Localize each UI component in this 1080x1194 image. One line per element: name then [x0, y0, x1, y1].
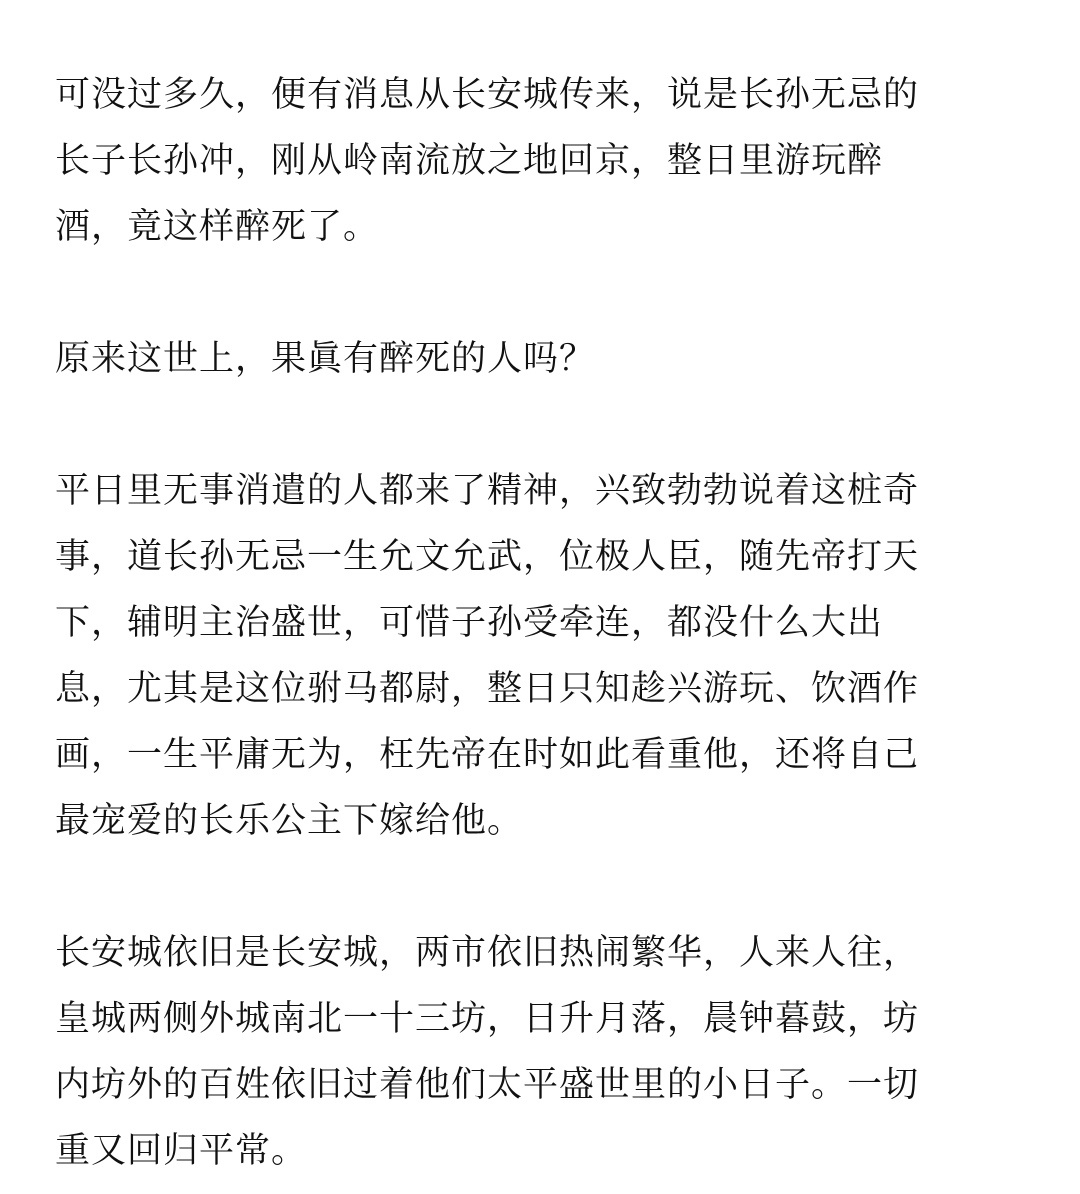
paragraph-3 — [55, 458, 1030, 854]
text-line: 可没过多久，便有消息从长安城传来，说是长孙无忌的 — [55, 75, 920, 115]
text-line: 原来这世上，果眞有醉死的人吗？ — [55, 339, 596, 379]
text-line: 下，辅明主治盛世，可惜子孙受牵连，都没什么大出 — [55, 603, 884, 643]
text-line: 酒，竟这样醉死了。 — [55, 207, 380, 247]
text-line: 重又回归平常。 — [55, 1131, 308, 1171]
text-line: 息，尤其是这位驸马都尉，整日只知趁兴游玩、饮酒作 — [55, 669, 920, 709]
text-line: 画，一生平庸无为，枉先帝在时如此看重他，还将自己 — [55, 735, 920, 775]
article-body — [55, 62, 1030, 1184]
paragraph-4 — [55, 920, 1030, 1184]
text-line: 长安城依旧是长安城，两市依旧热闹繁华，人来人往， — [55, 933, 920, 973]
text-line: 内坊外的百姓依旧过着他们太平盛世里的小日子。一切 — [55, 1065, 920, 1105]
text-line: 事，道长孙无忌一生允文允武，位极人臣，随先帝打天 — [55, 537, 920, 577]
paragraph-2 — [55, 326, 1030, 392]
text-line: 皇城两侧外城南北一十三坊，日升月落，晨钟暮鼓，坊 — [55, 999, 920, 1039]
text-line: 最宠爱的长乐公主下嫁给他。 — [55, 801, 524, 841]
text-line: 平日里无事消遣的人都来了精神，兴致勃勃说着这桩奇 — [55, 471, 920, 511]
text-line: 长子长孙冲，刚从岭南流放之地回京，整日里游玩醉 — [55, 141, 884, 181]
paragraph-1 — [55, 62, 1030, 260]
